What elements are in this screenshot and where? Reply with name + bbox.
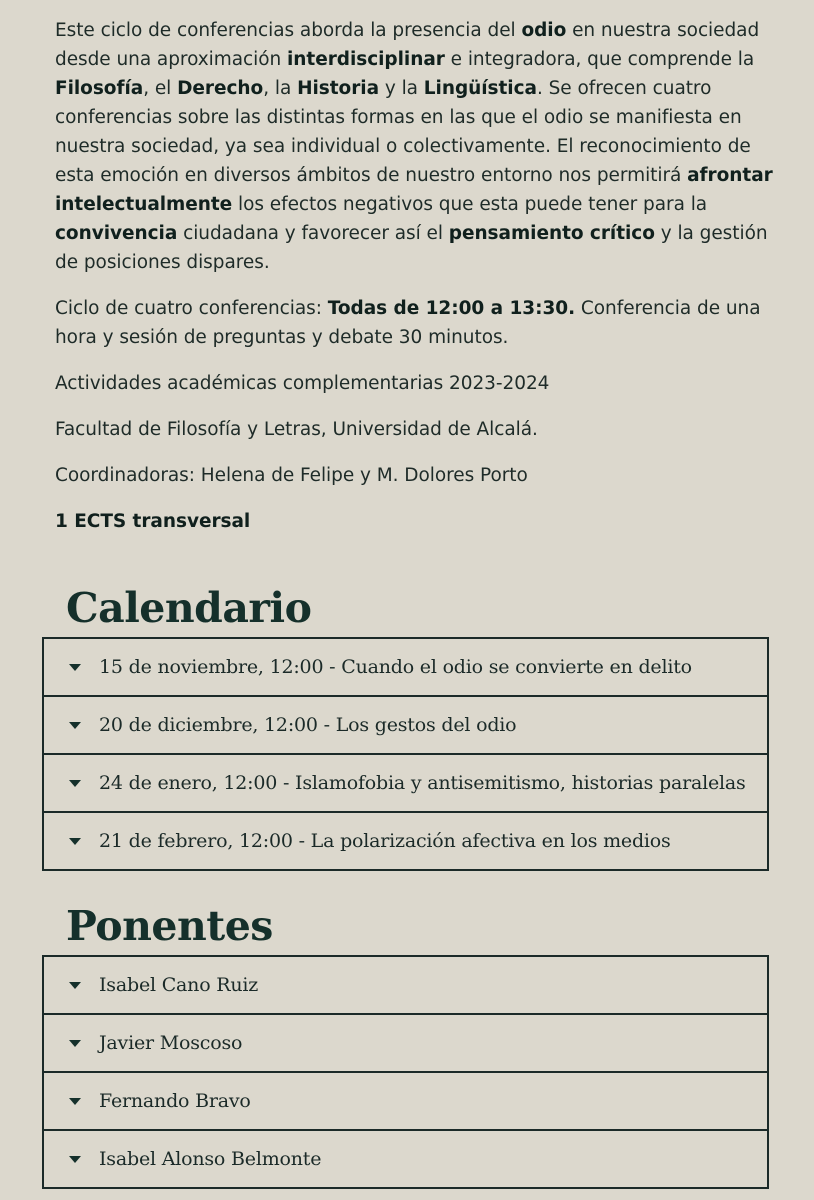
- intro-highlight: pensamiento crítico: [448, 223, 655, 244]
- ponentes-item-label: Isabel Alonso Belmonte: [99, 1148, 322, 1170]
- intro-highlight: interdisciplinar: [287, 49, 445, 70]
- intro-paragraph-description: [55, 16, 775, 277]
- calendario-accordion: [42, 637, 769, 871]
- intro-paragraph-schedule: [55, 294, 775, 352]
- ects-credits-label: 1 ECTS transversal: [55, 511, 251, 532]
- calendario-item[interactable]: [44, 639, 767, 697]
- intro-highlight: odio: [521, 20, 567, 41]
- caret-down-icon: [69, 1098, 81, 1105]
- caret-down-icon: [69, 722, 81, 729]
- ponentes-item[interactable]: [44, 1015, 767, 1073]
- ects-credits: [55, 507, 775, 536]
- caret-down-icon: [69, 982, 81, 989]
- ponentes-item-label: Isabel Cano Ruiz: [99, 974, 259, 996]
- intro-text: , la: [263, 78, 298, 99]
- schedule-text: Ciclo de cuatro conferencias:: [55, 298, 328, 319]
- ponentes-item[interactable]: [44, 957, 767, 1015]
- schedule-hours: Todas de 12:00 a 13:30.: [327, 298, 576, 319]
- academic-activities: Actividades académicas complementarias 2023-2024: [55, 373, 550, 394]
- ponentes-item[interactable]: [44, 1131, 767, 1187]
- intro-section: [55, 16, 775, 553]
- calendario-item[interactable]: [44, 697, 767, 755]
- intro-text: , el: [143, 78, 178, 99]
- calendario-item[interactable]: [44, 813, 767, 869]
- ponentes-item-label: Javier Moscoso: [99, 1032, 243, 1054]
- ponentes-item-label: Fernando Bravo: [99, 1090, 251, 1112]
- caret-down-icon: [69, 838, 81, 845]
- schedule-text: Conferencia de una hora y sesión de preguntas y debate 30 minutos.: [55, 298, 761, 348]
- coordinators: Coordinadoras: Helena de Felipe y M. Dolores Porto: [55, 465, 528, 486]
- intro-highlight: Historia: [297, 78, 380, 99]
- intro-text: Este ciclo de conferencias aborda la presencia del: [55, 20, 522, 41]
- intro-text: y la gestión de posiciones dispares.: [55, 223, 768, 273]
- intro-text: ciudadana y favorecer así el: [177, 223, 449, 244]
- caret-down-icon: [69, 780, 81, 787]
- intro-text: e integradora, que comprende la: [444, 49, 755, 70]
- caret-down-icon: [69, 664, 81, 671]
- intro-text: y la: [379, 78, 424, 99]
- faculty-info: Facultad de Filosofía y Letras, Universidad de Alcalá.: [55, 419, 538, 440]
- ponentes-heading: Ponentes: [66, 902, 273, 950]
- calendario-item[interactable]: [44, 755, 767, 813]
- intro-text: . Se ofrecen cuatro conferencias sobre las distintas formas en las que el odio se manifiesta en nuestra sociedad, ya sea individual o colectivamente. El reconocimiento de esta emoción en diversos ámbitos de nuestro entorno nos permitirá: [55, 78, 751, 186]
- intro-highlight: Lingüística: [423, 78, 537, 99]
- caret-down-icon: [69, 1156, 81, 1163]
- calendario-item-label: 24 de enero, 12:00 - Islamofobia y antisemitismo, historias paralelas: [99, 772, 746, 794]
- intro-highlight: Filosofía: [55, 78, 144, 99]
- ponentes-accordion: [42, 955, 769, 1189]
- intro-text: en nuestra sociedad desde una aproximación: [55, 20, 760, 70]
- intro-highlight: convivencia: [55, 223, 178, 244]
- calendario-item-label: 20 de diciembre, 12:00 - Los gestos del odio: [99, 714, 517, 736]
- intro-highlight: Derecho: [177, 78, 264, 99]
- ponentes-item[interactable]: [44, 1073, 767, 1131]
- intro-text: los efectos negativos que esta puede tener para la: [232, 194, 708, 215]
- calendario-item-label: 21 de febrero, 12:00 - La polarización afectiva en los medios: [99, 830, 671, 852]
- calendario-heading: Calendario: [66, 584, 312, 632]
- intro-highlight: afrontar intelectualmente: [55, 165, 773, 215]
- caret-down-icon: [69, 1040, 81, 1047]
- calendario-item-label: 15 de noviembre, 12:00 - Cuando el odio se convierte en delito: [99, 656, 692, 678]
